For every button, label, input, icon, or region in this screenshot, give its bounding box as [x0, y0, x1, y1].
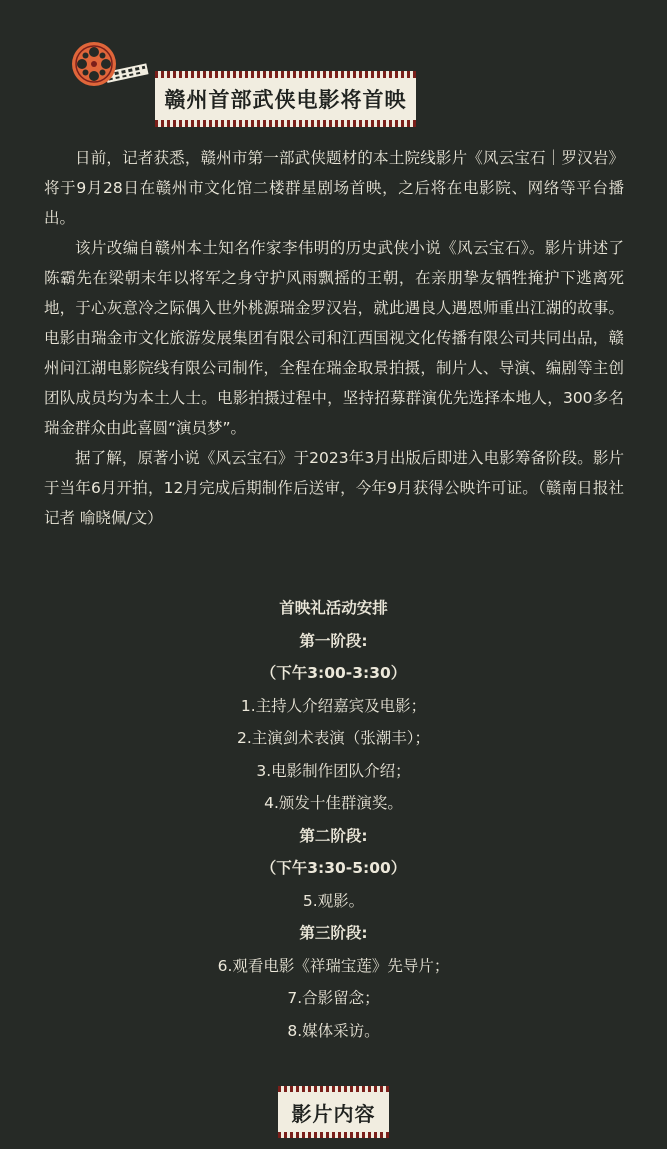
schedule-item: 8.媒体采访。 — [287, 1021, 380, 1040]
film-reel-icon — [70, 40, 150, 88]
premiere-schedule — [0, 592, 667, 1047]
article-paragraph-1: 日前，记者获悉，赣州市第一部武侠题材的本土院线影片《风云宝石｜罗汉岩》将于9月28日在赣州市文化馆二楼群星剧场首映，之后将在电影院、网络等平台播出。 — [44, 149, 624, 227]
schedule-item: 3.电影制作团队介绍； — [256, 761, 411, 780]
schedule-item: 7.合影留念； — [287, 989, 380, 1007]
schedule-item: 5.观影。 — [302, 891, 365, 910]
article-paragraph-3: 据了解，原著小说《风云宝石》于2023年3月出版后即进入电影筹备阶段。影片于当年6月开拍，12月完成后期制作后送审，今年9月获得公映许可证。（赣南日报社记者 喻晓佩/文） — [44, 449, 624, 527]
schedule-title: 首映礼活动安排 — [279, 599, 388, 617]
article-header — [70, 38, 430, 133]
stage-2-label: 第二阶段: — [299, 826, 368, 845]
headline-banner — [155, 71, 416, 127]
section-title: 影片内容 — [291, 1101, 376, 1126]
schedule-item: 4.颁发十佳群演奖。 — [264, 794, 403, 812]
stage-1-time: （下午3:00-3:30） — [260, 664, 407, 682]
schedule-item: 1.主持人介绍嘉宾及电影； — [240, 696, 427, 715]
article-paragraph-2: 该片改编自赣州本土知名作家李伟明的历史武侠小说《风云宝石》。影片讲述了陈霸先在梁朝末年以将军之身守护风雨飘摇的王朝，在亲朋挚友牺牲掩护下逃离死地，于心灰意冷之际偶入世外桃源瑞金罗汉岩，就此遇良人遇恩师重出江湖的故事。电影由瑞金市文化旅游发展集团有限公司和江西国视文化传播有限公司共同出品，赣州问江湖电影院线有限公司制作，全程在瑞金取景拍摄，制片人、导演、编剧等主创团队成员均为本土人士。电影拍摄过程中，坚持招募群演优先选择本地人，300多名瑞金群众由此喜圆“演员梦”。 — [44, 239, 624, 437]
schedule-item: 2.主演剑术表演（张潮丰）； — [236, 729, 431, 747]
stage-1-label: 第一阶段: — [299, 631, 368, 650]
stage-3-label: 第三阶段: — [299, 924, 368, 942]
schedule-item: 6.观看电影《祥瑞宝莲》先导片； — [217, 956, 450, 975]
article-body — [44, 143, 624, 533]
section-banner — [278, 1086, 389, 1138]
page-title: 赣州首部武侠电影将首映 — [164, 88, 407, 112]
stage-2-time: （下午3:30-5:00） — [260, 859, 407, 877]
